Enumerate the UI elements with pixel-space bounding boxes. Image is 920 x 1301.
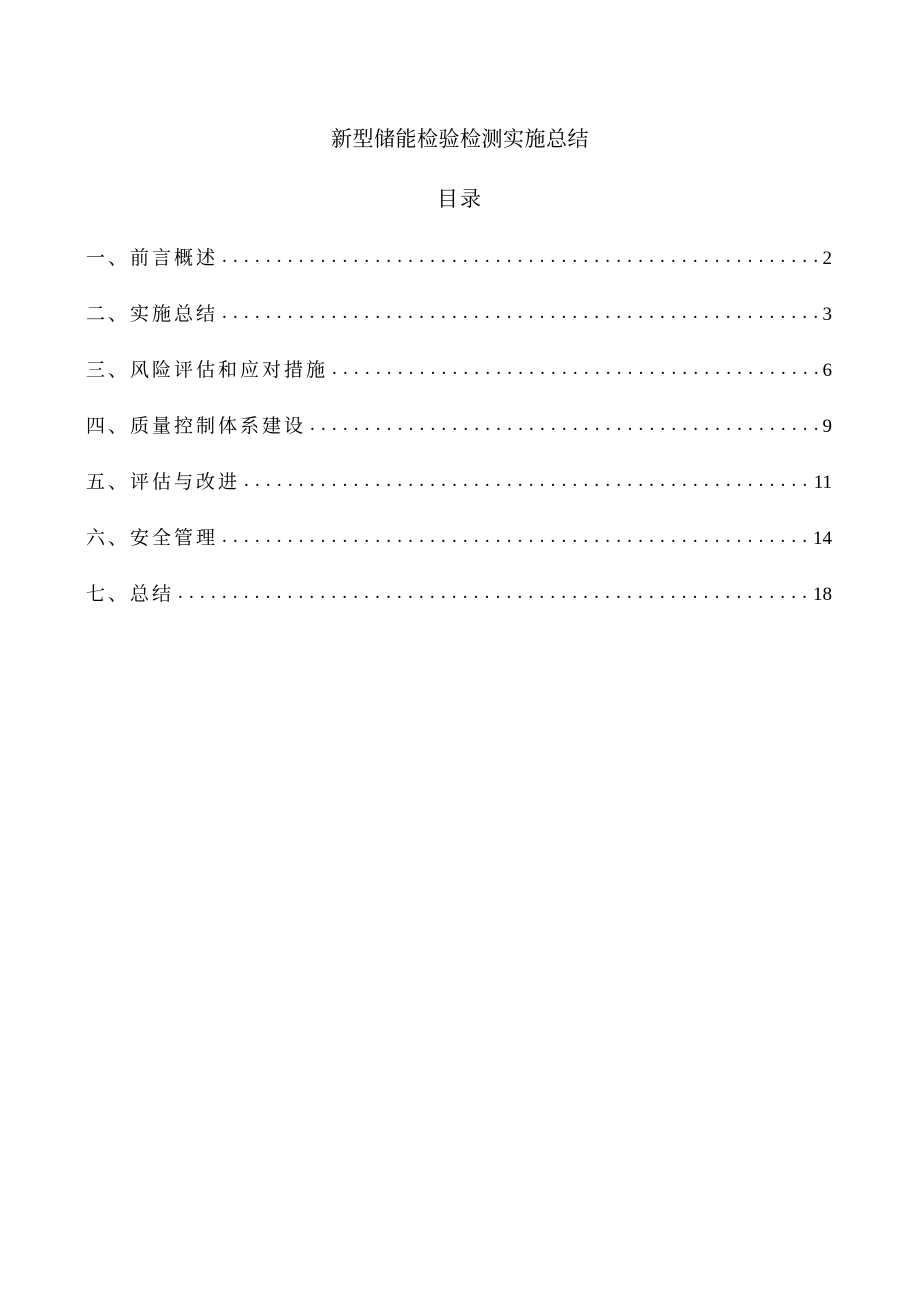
toc-dot-leader (222, 522, 811, 552)
toc-entry-label: 五、评估与改进 (86, 471, 241, 493)
toc-dot-leader (332, 354, 820, 384)
toc-entry-foreword[interactable] (86, 243, 832, 299)
toc-page-number: 9 (822, 416, 832, 437)
toc-heading: 目录 (437, 187, 483, 211)
table-of-contents (86, 243, 832, 635)
toc-entry-label: 六、安全管理 (86, 527, 219, 549)
toc-entry-risk-assessment[interactable] (86, 355, 832, 411)
toc-entry-safety-management[interactable] (86, 523, 832, 579)
toc-entry-evaluation-improvement[interactable] (86, 467, 832, 523)
toc-page-number: 3 (822, 304, 832, 325)
toc-dot-leader (222, 242, 820, 272)
toc-entry-label: 一、前言概述 (86, 247, 219, 269)
toc-page-number: 11 (813, 472, 832, 493)
toc-entry-label: 二、实施总结 (86, 303, 219, 325)
toc-entry-label: 四、质量控制体系建设 (86, 415, 307, 437)
toc-page-number: 2 (822, 248, 832, 269)
toc-dot-leader (222, 298, 820, 328)
toc-page-number: 14 (813, 528, 832, 549)
toc-dot-leader (310, 410, 820, 440)
toc-entry-implementation-summary[interactable] (86, 299, 832, 355)
toc-dot-leader (178, 578, 811, 608)
toc-entry-conclusion[interactable] (86, 579, 832, 635)
toc-entry-quality-control[interactable] (86, 411, 832, 467)
toc-entry-label: 七、总结 (86, 583, 175, 605)
document-title: 新型储能检验检测实施总结 (331, 127, 589, 151)
toc-dot-leader (244, 466, 812, 496)
toc-page-number: 18 (813, 584, 832, 605)
toc-page-number: 6 (822, 360, 832, 381)
toc-entry-label: 三、风险评估和应对措施 (86, 359, 329, 381)
